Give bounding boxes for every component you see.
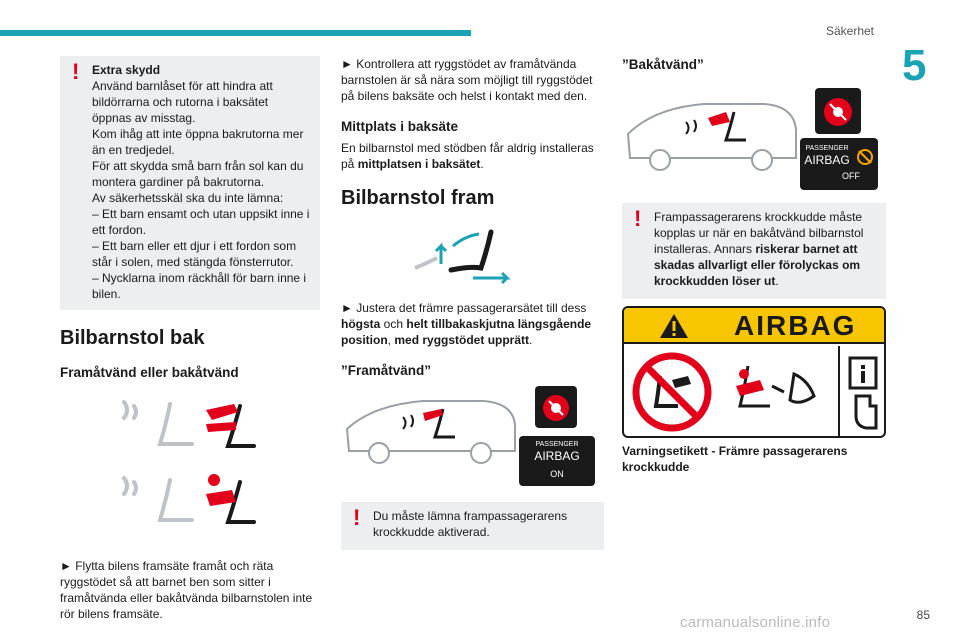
airbag-switch-icon [815, 88, 861, 134]
airbag-off-symbol-icon [856, 148, 874, 166]
car-rear-facing [624, 98, 799, 173]
subheading-forward-rear-facing: Framåtvänd eller bakåtvänd [60, 365, 239, 380]
subheading-forward-facing: ”Framåtvänd” [341, 363, 432, 378]
airbag-warning-label [622, 306, 886, 438]
warning-triangle-icon [658, 312, 690, 340]
instruction-move-front-seat: ► Flytta bilens framsäte framåt och räta ryggstödet så att barnet ben som sitter i framåtvända eller bakåtvända bilbarnstolen inte rör bilens framsäte. [60, 559, 313, 621]
airbag-on-indicator: PASSENGER AIRBAG ON [519, 436, 595, 486]
car-forward-facing [343, 395, 518, 465]
seat-adjust-icon [411, 224, 521, 286]
warning-text: Frampassagerarens krockkudde måste kopplas ur när en bakåtvänd bilbarnstol installeras. Annars riskerar barnet att skadas allvarligt eller förolyckas om krockkudden löser ut. [654, 210, 864, 288]
header-accent-bar [0, 30, 471, 36]
heading-front-child-seat: Bilbarnstol fram [341, 187, 495, 209]
heading-rear-child-seat: Bilbarnstol bak [60, 327, 205, 349]
column-2 [341, 56, 604, 380]
warning-line: – Nycklarna inom räckhåll för barn inne i bilen. [92, 271, 307, 301]
warning-line: För att skydda små barn från sol kan du montera gardiner på bakrutorna. [92, 159, 304, 189]
label-divider [838, 346, 840, 438]
instruction-backrest: ► Kontrollera att ryggstödet av framåtvända barnstolen är så nära som möjligt till ryggstödet på bilens baksäte och helst i kontakt med den. [341, 57, 593, 103]
warning-icon: ! [634, 206, 642, 231]
airbag-off-indicator: PASSENGER AIRBAG OFF [800, 138, 878, 190]
read-manual-icon [846, 356, 882, 432]
chapter-number: 5 [902, 41, 927, 90]
instruction-adjust-passenger-seat: ► Justera det främre passagerarsätet till dess högsta och helt tillbakaskjutna längsgående position, med ryggstödet upprätt. [341, 301, 592, 347]
car-icon [624, 98, 799, 173]
car-icon [343, 395, 518, 465]
column-1 [60, 56, 320, 622]
warning-icon: ! [353, 505, 361, 530]
warning-text: Du måste lämna frampassagerarens krockkudde aktiverad. [373, 509, 568, 539]
page-number: 85 [916, 608, 930, 622]
column-3 [622, 56, 886, 74]
heading-middle-seat: Mittplats i baksäte [341, 119, 459, 134]
warning-line: – Ett barn ensamt och utan uppsikt inne i ett fordon. [92, 207, 310, 237]
prohibited-rear-facing-seat-icon [630, 350, 714, 434]
warning-box-deactivate-airbag [622, 203, 886, 299]
watermark: carmanualsonline.info [680, 614, 831, 631]
warning-line: Använd barnlåset för att hindra att bildörrarna och rutorna i baksätet öppnas av misstag. [92, 79, 273, 125]
subheading-rear-facing: ”Bakåtvänd” [622, 57, 704, 72]
warning-line: Av säkerhetsskäl ska du inte lämna: [92, 191, 284, 205]
warning-title: Extra skydd [92, 63, 161, 77]
airbag-switch-icon [535, 386, 577, 428]
warning-line: Kom ihåg att inte öppna bakrutorna mer än en tredjedel. [92, 127, 304, 157]
warning-icon: ! [72, 59, 80, 84]
airbag-deployment-icon [728, 356, 828, 430]
airbag-label-banner: AIRBAG [624, 308, 884, 344]
column-2-warning [341, 502, 604, 550]
illustration-front-seat-adjust [411, 224, 604, 286]
middle-seat-text: En bilbarnstol med stödben får aldrig installeras på mittplatsen i baksätet. [341, 141, 594, 171]
warning-line: – Ett barn eller ett djur i ett fordon som står i solen, med stängda fönsterrutor. [92, 239, 297, 269]
section-title: Säkerhet [825, 24, 874, 38]
illustration-rear-seats [110, 398, 320, 538]
label-caption: Varningsetikett - Främre passagerarens krockkudde [622, 444, 848, 474]
warning-box-extra-protection [60, 56, 320, 310]
column-3-body [622, 203, 886, 299]
warning-box-keep-airbag [341, 502, 604, 550]
child-seat-icon [110, 398, 260, 538]
